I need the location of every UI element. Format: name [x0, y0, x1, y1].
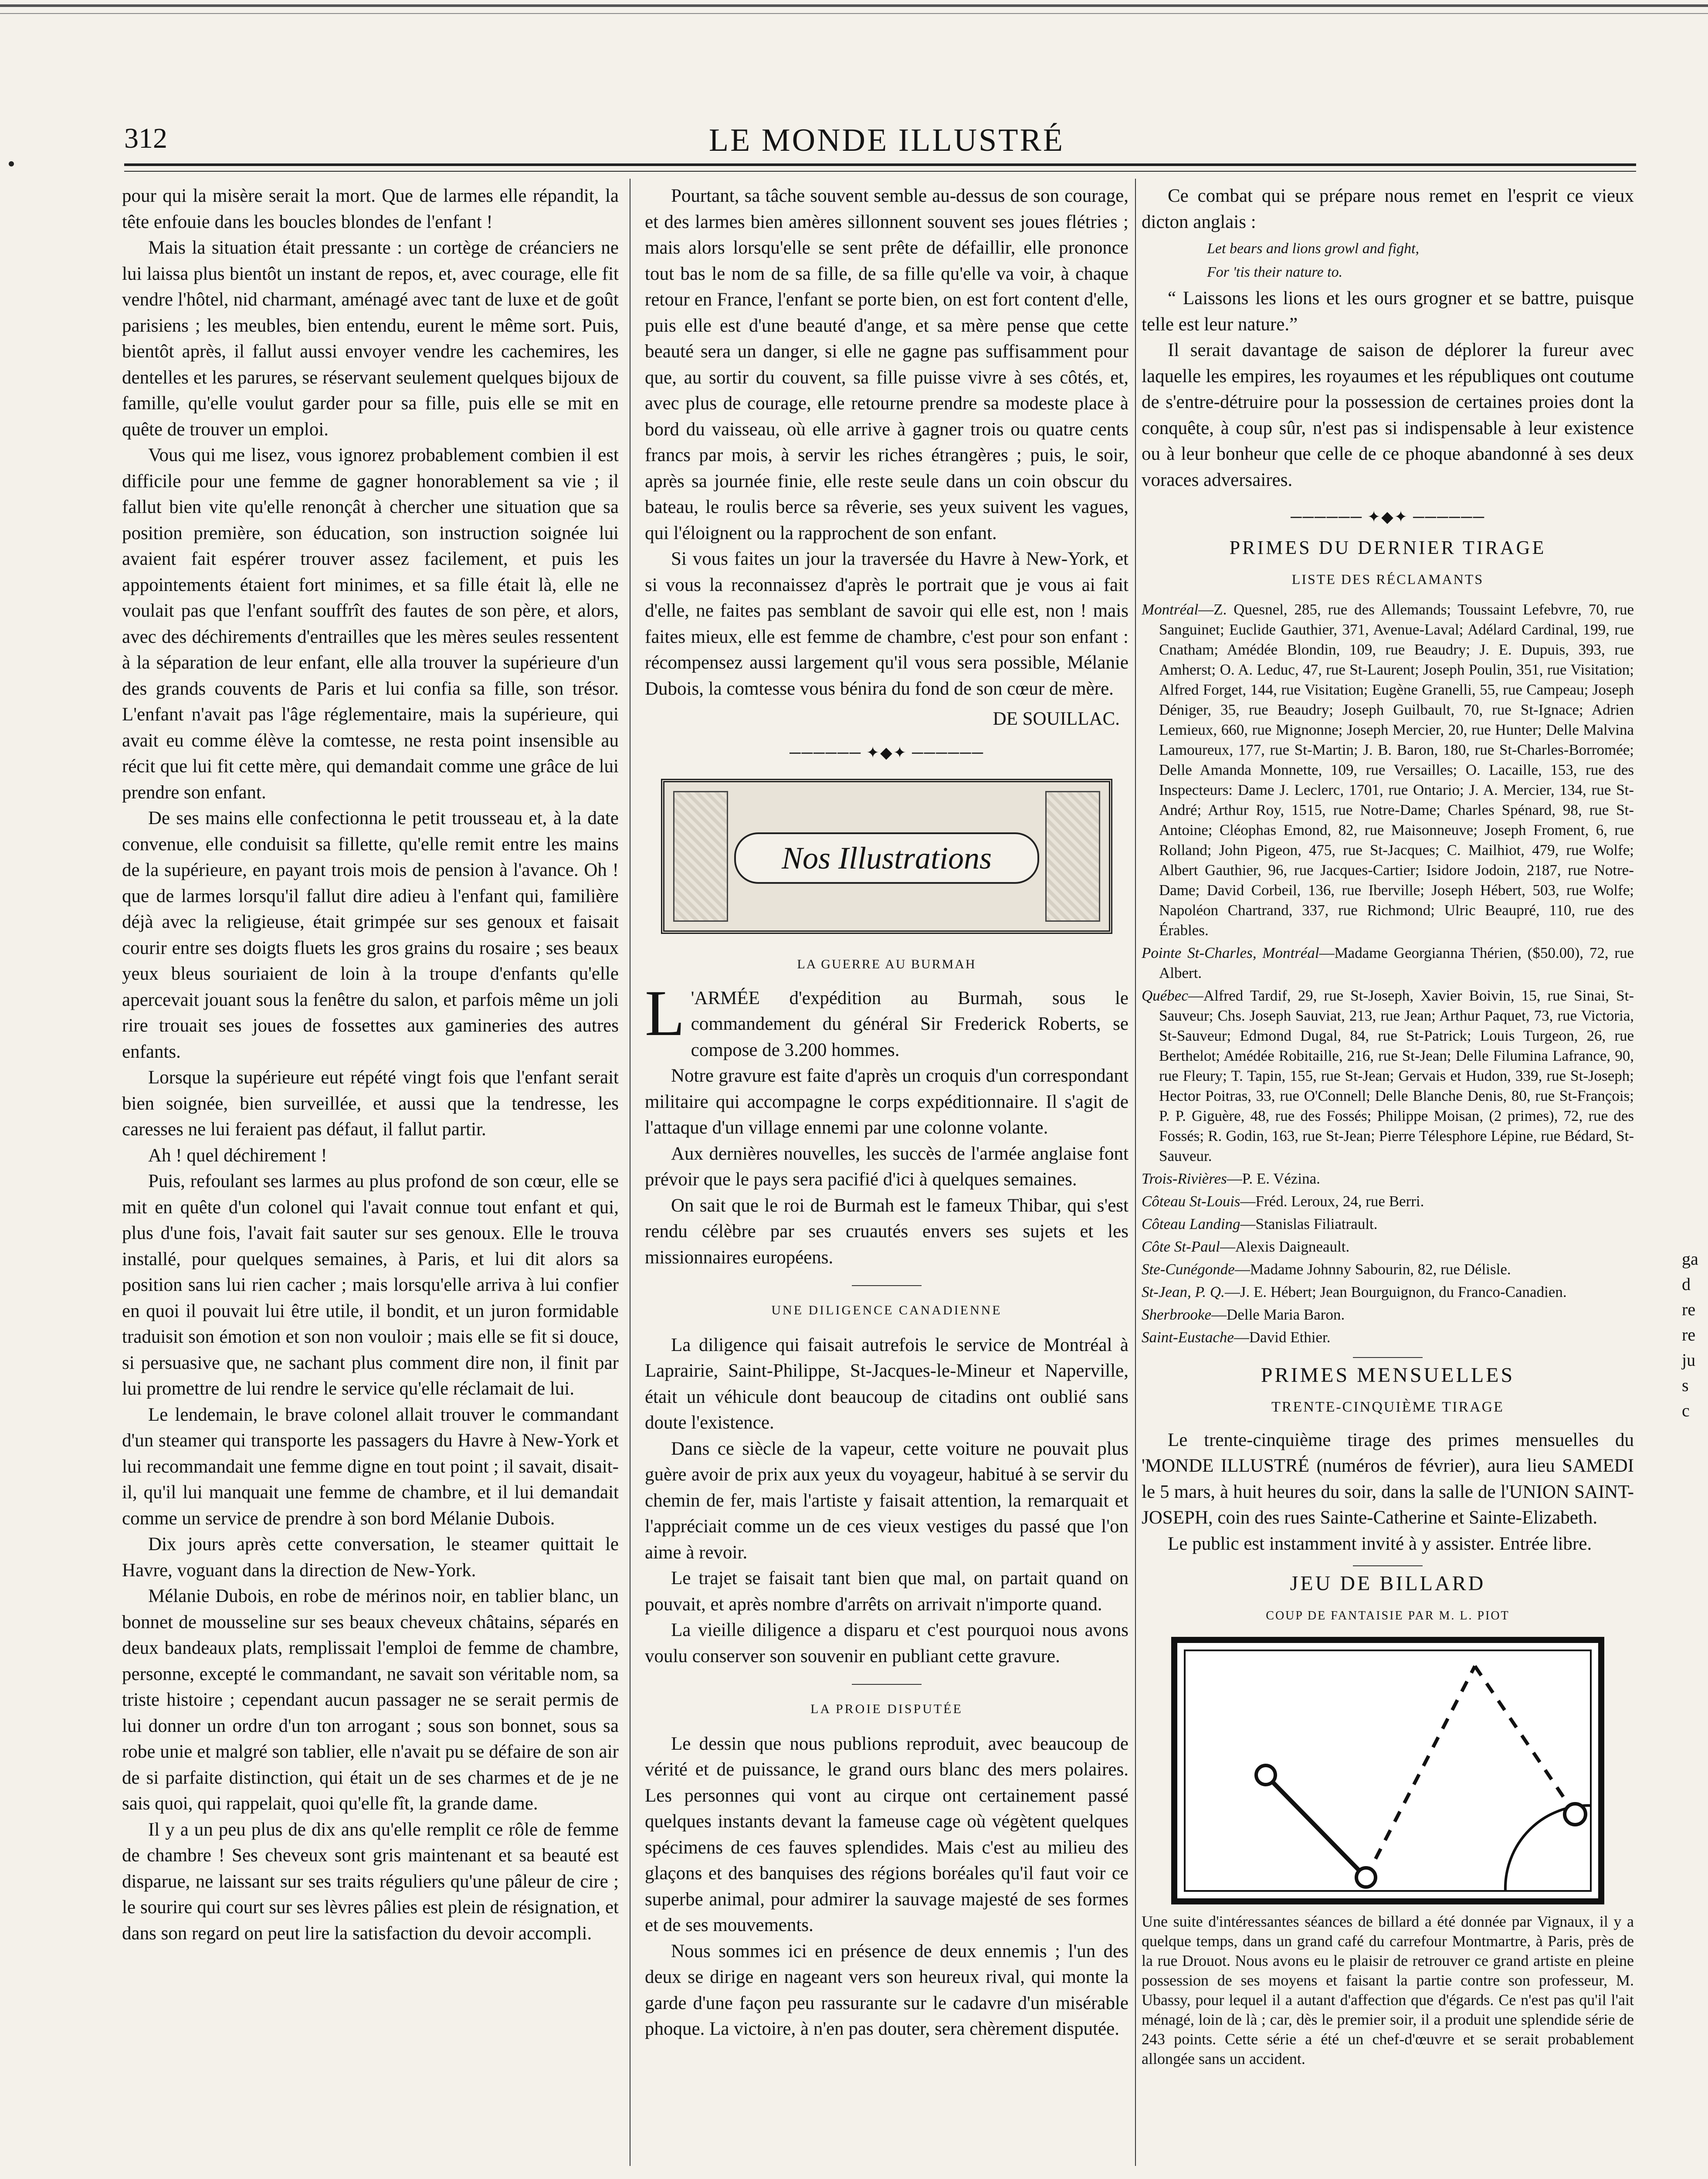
column-separator-2 — [1135, 179, 1136, 2166]
section-heading-diligence: UNE DILIGENCE CANADIENNE — [771, 1303, 1002, 1317]
margin-dot — [9, 161, 14, 166]
place-name: Sherbrooke — [1142, 1306, 1212, 1323]
claimant-names: —Fréd. Leroux, 24, rue Berri. — [1240, 1192, 1424, 1210]
paragraph: Mais la situation était pressante : un cortège de créanciers ne lui laissa plus bientôt un instant de repos, et, avec courage, elle fit vendre l'hôtel, nid charmant, aménagé avec tant de luxe et de goût parisiens ; les meubles, bien entendu, eurent le même sort. Puis, bientôt après, il fallut aussi envoyer vendre les cachemires, les dentelles et les parures, se réservant seulement quelques bijoux de famille, qu'elle voulut garder pour sa fille, puis elle se mit en quête de trouver un emploi. — [122, 238, 619, 440]
banner-ornament-right — [1045, 791, 1100, 922]
list-item — [1142, 1327, 1634, 1347]
paragraph: De ses mains elle confectionna le petit trousseau et, à la date convenue, elle conduisit sa fillette, qu'elle remit entre les mains de la supérieure, en payant trois mois de pension à l'avance. Oh ! que de larmes lorsqu'il fallut dire adieu à l'enfant qui, familière déjà avec la religieuse, était grimpée sur ses genoux et faisait courir entre ses doigts fluets les gros grains du rosaire ; ses beaux yeux bleus souriaient de loin à la troupe d'enfants qu'elle apercevait jouant sous la fenêtre du salon, et parfois même un joli rire trouait ses joues de fossettes aux gamineries des autres enfants. — [122, 808, 619, 1062]
paragraph: Le public est instamment invité à y assister. Entrée libre. — [1168, 1533, 1592, 1554]
paragraph — [645, 977, 1128, 1063]
section-subheading-tirage: TRENTE-CINQUIÈME TIRAGE — [1271, 1399, 1504, 1415]
paragraph: Le lendemain, le brave colonel allait trouver le commandant d'un steamer qui transporte les passagers du Havre à New-York et lui recommandait une femme digne en tout point ; il savait, disait-il, qu'il lui manquait une femme de chambre, et il lui demandait comme un service de prendre à son bord Mélanie Dubois. — [122, 1404, 619, 1529]
short-rule — [1353, 1565, 1423, 1566]
figure-caption-billard: COUP DE FANTAISIE PAR M. L. PIOT — [1266, 1609, 1510, 1622]
place-name: Côte St-Paul — [1142, 1238, 1220, 1255]
fragment-text: re — [1682, 1300, 1696, 1319]
fragment-text: d — [1682, 1274, 1691, 1294]
claimant-names: —Delle Maria Baron. — [1211, 1306, 1345, 1323]
fragment-text: c — [1682, 1401, 1690, 1420]
list-item — [1142, 986, 1634, 1166]
section-subheading-liste: LISTE DES RÉCLAMANTS — [1291, 571, 1484, 587]
paragraph: La diligence qui faisait autrefois le service de Montréal à Laprairie, Saint-Philippe, St-Jacques-le-Mineur et Naperville, était un véhicule dont beaucoup de citadins ont oublié sans doute l'existence. — [645, 1334, 1128, 1433]
divider-ornament: ────── ✦◆✦ ────── — [789, 743, 984, 761]
verse-line: Let bears and lions growl and fight, — [1207, 241, 1420, 257]
claimant-names: —Alfred Tardif, 29, rue St-Joseph, Xavier Boivin, 15, rue Sinai, St-Sauveur; Chs. Joseph Sauviat, 213, rue Jean; Arthur Paquet, 73, rue Victoria, St-Sauveur; Edmond Dugal, 84, rue St-Patrick; Louis Turgeon, 26, rue Berthelot; Amédée Robitaille, 216, rue St-Jean; Delle Filumina Lafrance, 90, rue Fleury; T. Tapin, 155, rue St-Jean; Gervais et Hudon, 339, rue St-Joseph; Hector Poitras, 33, rue O'Connell; Delle Blanche Denis, 80, rue St-François; P. P. Giguère, 48, rue des Fossés; Philippe Moisan, (2 primes), 72, rue des Fossés; R. Godin, 163, rue St-Jean; Pierre Télesphore Lépine, rue Bédard, St-Sauveur. — [1159, 987, 1634, 1164]
paragraph: Mélanie Dubois, en robe de mérinos noir, en tablier blanc, un bonnet de mousseline sur ses beaux cheveux châtains, séparés en deux bandeaux plats, remplissait l'emploi de femme de chambre, personne, excepté le commandant, ne savait son véritable nom, sa triste histoire ; cependant aucun passager ne se serait permis de lui donner un ordre d'un ton arrogant ; sous son bonnet, sous sa robe unie et malgré son tablier, elle n'avait pu se défaire de son air de si parfaite distinction, qui était un de ses charmes et de je ne sais quoi, qui rappelait, quoi qu'elle fît, la grande dame. — [122, 1586, 619, 1814]
claimant-names: —Z. Quesnel, 285, rue des Allemands; Toussaint Lefebvre, 70, rue Sanguinet; Euclide Gauthier, 371, Avenue-Laval; Adélard Cardinal, 199, rue Cnatham; Amédée Blondin, 109, rue Beaudry; J. E. Dupuis, 393, rue Amherst; O. A. Leduc, 47, rue St-Laurent; Joseph Poulin, 351, rue Visitation; Alfred Forget, 144, rue Visitation; Eugène Granelli, 55, rue Campeau; Joseph Déniger, 35, rue Beaudry; Joseph Guilbault, 70, rue St-Ignace; Adrien Lemieux, 660, rue Mignonne; Joseph Mercier, 20, rue Hunter; Delle Malvina Lamoureux, 177, rue St-Martin; J. B. Baron, 180, rue St-Charles-Borromée; Delle Amanda Monnette, 109, rue Versailles; O. Lacaille, 153, rue des Inspecteurs: Dame J. Leclerc, 1701, rue Ontario; J. A. Mercier, 134, rue St-André; Arthur Roy, 1515, rue Notre-Dame; Charles Spénard, 98, rue St-Antoine; Cléophas Emond, 82, rue Maisonneuve; Joseph Froment, 6, rue Rolland; John Pigeon, 475, rue St-Jacques; C. Mailhiot, 479, rue Wolfe; Albert Gauthier, 96, rue Jacques-Cartier; Isidore Jodoin, 2187, rue Notre-Dame; David Corbeil, 136, rue Iberville; Joseph Hébert, 503, rue Wolfe; Napoléon Chartrand, 337, rue Richmond; Ulric Beaupré, 110, rue des Érables. — [1159, 601, 1634, 939]
list-item — [1142, 1214, 1634, 1234]
list-item — [1142, 1259, 1634, 1280]
paragraph: Vous qui me lisez, vous ignorez probablement combien il est difficile pour une femme de gagner honorablement sa vie ; il fallut bien vite qu'elle renonçât à chercher une situation que sa position première, son éducation, son instruction soignée lui avaient fait espérer trouver assez facilement, et puis les appointements étaient fort minimes, et sa fille était là, elle ne voulait pas que l'enfant souffrît des fautes de son père, et alors, avec des déchirements d'entrailles que les mères seules ressentent à la séparation de leur enfant, elle alla trouver la supérieure d'un des grands couvents de Paris et lui confia sa fille, son trésor. L'enfant n'avait pas l'âge réglementaire, mais la supérieure, qui avait eu comme élève la comtesse, ne resta point insensible au récit que lui fit cette mère, qui demandait comme une grâce de lui prendre son enfant. — [122, 445, 619, 803]
billiard-ball — [1565, 1804, 1586, 1825]
paragraph: Le trajet se faisait tant bien que mal, on partait quand on pouvait, et après nombre d'arrêts on arrivait n'importe quand. — [645, 1568, 1128, 1615]
claimant-names: —Stanislas Filiatrault. — [1240, 1215, 1378, 1232]
list-item — [1142, 600, 1634, 940]
paragraph: La vieille diligence a disparu et c'est pourquoi nous avons voulu conserver son souvenir en publiant cette gravure. — [645, 1620, 1128, 1666]
claimant-names: —Madame Georgianna Thérien, ($50.00), 72, rue Albert. — [1159, 944, 1634, 981]
place-name: Québec — [1142, 987, 1188, 1004]
claimant-names: —Alexis Daigneault. — [1220, 1238, 1350, 1255]
divider-ornament: ────── ✦◆✦ ────── — [1290, 508, 1485, 526]
masthead: LE MONDE ILLUSTRÉ — [708, 122, 1065, 158]
column-1 — [122, 183, 619, 1946]
paragraph: Nous sommes ici en présence de deux ennemis ; l'un des deux se dirige en nageant vers son heureux rival, qui monte la garde d'une façon peu rassurante sur le cadavre d'un misérable phoque. La victoire, à n'en pas douter, sera chèrement disputée. — [645, 1941, 1128, 2039]
claimant-names: —Madame Johnny Sabourin, 82, rue Délisle. — [1234, 1260, 1511, 1278]
illustrations-banner — [661, 779, 1112, 934]
paragraph: Pourtant, sa tâche souvent semble au-dessus de son courage, et des larmes bien amères sillonnent souvent ses joues flétries ; mais alors lorsqu'elle se sent prête de défaillir, elle prononce tout bas le nom de sa fille, de sa fille qu'elle va voir, à chaque retour en France, l'enfant se porte bien, on est fort content d'elle, puis elle est d'une beauté d'ange, et sa mère pense que cette beauté sera un danger, si elle ne gagne pas suffisamment pour que, au sortir du couvent, sa fille puisse vivre à ses côtés, et, avec plus de courage, elle retourne prendre sa modeste place à bord du vaisseau, où elle arrive à gagner trois ou quatre cents francs par mois, à servir les riches étrangères ; puis, le soir, après sa journée finie, elle reste seule dans un coin obscur du bateau, le roulis berce sa rêverie, ses yeux suivent les vagues, qui l'éloignent ou la rapprochent de son enfant. — [645, 186, 1128, 543]
section-heading-proie: LA PROIE DISPUTÉE — [810, 1702, 963, 1716]
claimant-names: —J. E. Hébert; Jean Bourguignon, du Franco-Canadien. — [1224, 1283, 1567, 1300]
fragment-text: ga — [1682, 1249, 1698, 1269]
paragraph: Il y a un peu plus de dix ans qu'elle remplit ce rôle de femme de chambre ! Ses cheveux sont gris maintenant et sa beauté est disparue, ne laissant sur ses traits réguliers qu'une pâleur de cire ; le sourire qui court sur ses lèvres pâlies est plein de résignation, et dans son regard on peut lire la satisfaction du devoir accompli. — [122, 1819, 619, 1944]
column-2 — [645, 183, 1128, 2042]
adjacent-page-fragment — [1682, 1246, 1708, 1423]
top-border-thin — [0, 13, 1708, 14]
fragment-text: s — [1682, 1375, 1689, 1395]
section-heading-burmah: LA GUERRE AU BURMAH — [797, 957, 976, 971]
list-item — [1142, 1305, 1634, 1325]
place-name: Ste-Cunégonde — [1142, 1260, 1235, 1278]
paragraph: Si vous faites un jour la traversée du Havre à New-York, et si vous la reconnaissez d'après le portrait que je vous ai fait d'elle, ne faites pas semblant de savoir qui elle est, non ! mais faites mieux, elle est femme de chambre, c'est pour son enfant : récompensez aussi largement qu'il vous sera possible, Mélanie Dubois, la comtesse vous bénira du fond de son cœur de mère. — [645, 549, 1128, 699]
paragraph: pour qui la misère serait la mort. Que de larmes elle répandit, la tête enfouie dans les boucles blondes de l'enfant ! — [122, 186, 619, 232]
place-name: Côteau St-Louis — [1142, 1192, 1240, 1210]
header-rule-thin — [124, 171, 1636, 172]
list-item — [1142, 943, 1634, 983]
paragraph: Aux dernières nouvelles, les succès de l'armée anglaise font prévoir que le pays sera pacifié d'ici à quelques semaines. — [645, 1143, 1128, 1190]
place-name: St-Jean, P. Q. — [1142, 1283, 1225, 1300]
author-signature: DE SOUILLAC. — [993, 709, 1120, 729]
place-name: Montréal — [1142, 601, 1199, 618]
claimant-names: —David Ethier. — [1234, 1328, 1331, 1346]
paragraph: Le trente-cinquième tirage des primes mensuelles du 'MONDE ILLUSTRÉ (numéros de février), aura lieu SAMEDI le 5 mars, à huit heures du soir, dans la salle de l'UNION SAINT-JOSEPH, coin des rues Sainte-Catherine et Sainte-Elizabeth. — [1142, 1429, 1634, 1528]
billiard-ball — [1256, 1765, 1275, 1785]
fragment-text: ju — [1682, 1350, 1696, 1370]
paragraph: On sait que le roi de Burmah est le fameux Thibar, qui s'est rendu célèbre par ses cruautés envers ses sujets et les missionnaires européens. — [645, 1195, 1128, 1268]
billiard-description: Une suite d'intéressantes séances de billard a été donnée par Vignaux, il y a quelque temps, dans un grand café du carrefour Montmartre, à Paris, près de la rue Drouot. Nous avons eu le plaisir de retrouver ce grand artiste en pleine possession de ses moyens et faisant la partie contre son professeur, M. Ubassy, pour lequel il a autant d'affection que d'égards. Ce n'est pas qu'il l'ait ménagé, loin de là ; car, dès le premier soir, il a produit une splendide série de 243 points. Cette série a été un chef-d'œuvre et se serait probablement allongée sans un accident. — [1142, 1913, 1634, 2067]
paragraph: Ce combat qui se prépare nous remet en l'esprit ce vieux dicton anglais : — [1142, 186, 1634, 232]
paragraph-text: 'ARMÉE d'expédition au Burmah, sous le commandement du général Sir Frederick Roberts, se compose de 3.200 hommes. — [691, 988, 1128, 1060]
paragraph: Dix jours après cette conversation, le steamer quittait le Havre, voguant dans la direction de New-York. — [122, 1534, 619, 1581]
paragraph: Ah ! quel déchirement ! — [148, 1145, 327, 1166]
paragraph: Le dessin que nous publions reproduit, avec beaucoup de vérité et de puissance, le grand ours blanc des mers polaires. Les personnes qui vont au cirque ont certainement passé quelques instants devant la fameuse cage où végètent quelques spécimens de ces fauves splendides. Mais c'est au milieu des glaçons et des banquises des régions boréales qu'il faut voir ce superbe animal, pour admirer la sauvage majesté de ses formes et de ses mouvements. — [645, 1733, 1128, 1935]
paragraph: “ Laissons les lions et les ours grogner et se battre, puisque telle est leur nature.” — [1142, 288, 1634, 335]
billiard-diagram — [1170, 1636, 1606, 1906]
claimant-names: —P. E. Vézina. — [1227, 1170, 1320, 1187]
section-heading-billard: JEU DE BILLARD — [1290, 1572, 1486, 1595]
paragraph: Il serait davantage de saison de déplorer la fureur avec laquelle les empires, les royaumes et les républiques ont coutume de s'entre-détruire pour la possession de certaines proies dont la conquête, à coup sûr, n'est pas si indispensable à leur existence ou à leur bonheur que celle de ce phoque abandonné à ses deux voraces adversaires. — [1142, 340, 1634, 490]
column-3 — [1142, 183, 1634, 2069]
list-item — [1142, 1237, 1634, 1257]
page-number: 312 — [124, 122, 167, 154]
banner-ornament-left — [673, 791, 728, 922]
place-name: Trois-Rivières — [1142, 1170, 1227, 1187]
paragraph: Lorsque la supérieure eut répété vingt fois que l'enfant serait bien soignée, bien surveillée, et aussi que la tendresse, les caresses ne lui feraient pas défaut, il fallut partir. — [122, 1067, 619, 1140]
place-name: Côteau Landing — [1142, 1215, 1240, 1232]
billiard-table — [1174, 1640, 1601, 1901]
place-name: Saint-Eustache — [1142, 1328, 1234, 1346]
header-rule — [124, 163, 1636, 166]
verse-line: For 'tis their nature to. — [1207, 264, 1343, 280]
paragraph: Dans ce siècle de la vapeur, cette voiture ne pouvait plus guère avoir de prix aux yeux du voyageur, habitué à se servir du chemin de fer, mais l'artiste y faisait attention, la remarquait et l'appréciait comme un de ces vieux vestiges du passé que l'on aime à revoir. — [645, 1438, 1128, 1563]
banner-title: Nos Illustrations — [734, 832, 1039, 884]
list-item — [1142, 1169, 1634, 1189]
paragraph: Puis, refoulant ses larmes au plus profond de son cœur, elle se mit en quête d'un colonel qui l'avait connue tout enfant et qui, plus d'une fois, l'avait fait sauter sur ses genoux. Elle le trouva installé, pour quelques semaines, à Paris, et lui dit alors sa position sans lui rien cacher ; mais lorsqu'elle arriva à lui confier en quoi il pouvait lui être utile, il bondit, et un juron formidable traduisit son émotion et son non vouloir ; mais elle se fit si douce, si persuasive que, ne sachant plus comment dire non, il finit par lui promettre de lui rendre le service qu'elle réclamait de lui. — [122, 1171, 619, 1399]
place-name: Pointe St-Charles, Montréal — [1142, 944, 1319, 961]
section-heading-primes: PRIMES DU DERNIER TIRAGE — [1229, 536, 1546, 558]
section-heading-mensuelles: PRIMES MENSUELLES — [1261, 1363, 1515, 1387]
drop-cap: L — [645, 977, 685, 1049]
paragraph: Notre gravure est faite d'après un croquis d'un correspondant militaire qui accompagne le corps expéditionnaire. Il s'agit de l'attaque d'un village ennemi par une colonne volante. — [645, 1066, 1128, 1138]
short-rule — [852, 1285, 922, 1286]
top-border — [0, 4, 1708, 7]
fragment-text: re — [1682, 1325, 1696, 1344]
short-rule — [1353, 1357, 1423, 1358]
short-rule — [852, 1684, 922, 1685]
claimants-list — [1142, 600, 1634, 1347]
list-item — [1142, 1191, 1634, 1212]
list-item — [1142, 1282, 1634, 1302]
billiard-ball — [1356, 1868, 1376, 1887]
page-header — [124, 122, 1649, 166]
